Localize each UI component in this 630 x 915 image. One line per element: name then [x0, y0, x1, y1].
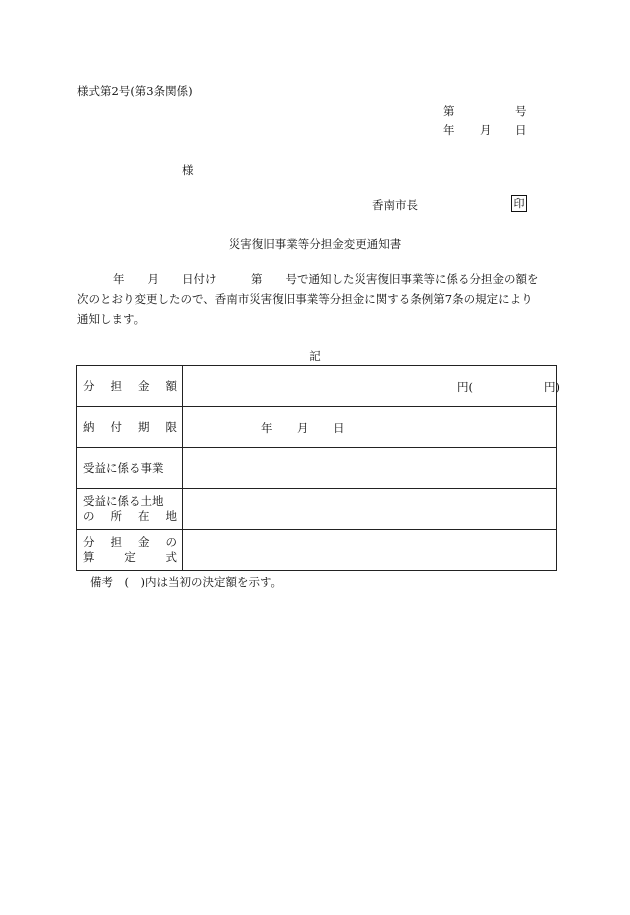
issuer-name: 香南市長: [372, 198, 418, 212]
value-due-date[interactable]: 年 月 日: [183, 407, 557, 448]
table-row: [77, 489, 557, 530]
table-row: [77, 366, 557, 407]
remarks-note: 備考 ( )内は当初の決定額を示す。: [90, 575, 283, 589]
body-line-1: 年 月 日付け 第 号で通知した災害復旧事業等に係る分担金の額を: [113, 272, 539, 286]
document-title: 災害復旧事業等分担金変更通知書: [228, 237, 402, 251]
body-line-3: 通知します。: [77, 312, 146, 326]
ki-heading: 記: [309, 349, 321, 363]
doc-number-suffix: 号: [515, 104, 527, 118]
date-month: 月: [480, 123, 492, 137]
label-land-location: 受益に係る土地 の 所 在 地: [77, 489, 183, 530]
label-amount: 分 担 金 額: [77, 366, 183, 407]
addressee-honorific: 様: [182, 163, 194, 177]
table-row: [77, 407, 557, 448]
doc-number-prefix: 第: [443, 104, 455, 118]
details-table: [76, 365, 560, 571]
body-line-2: 次のとおり変更したので、香南市災害復旧事業等分担金に関する条例第7条の規定により: [77, 292, 533, 306]
value-formula[interactable]: [183, 530, 557, 571]
date-year: 年: [443, 123, 455, 137]
value-project[interactable]: [183, 448, 557, 489]
label-due-date: 納 付 期 限: [77, 407, 183, 448]
value-amount[interactable]: 円( 円): [183, 366, 557, 407]
form-number: 様式第2号(第3条関係): [77, 84, 193, 98]
seal-mark: 印: [511, 195, 527, 212]
date-day: 日: [515, 123, 527, 137]
value-land-location[interactable]: [183, 489, 557, 530]
table-row: [77, 448, 557, 489]
label-project: 受益に係る事業: [77, 448, 183, 489]
label-formula: 分 担 金 の 算 定 式: [77, 530, 183, 571]
table-row: [77, 530, 557, 571]
